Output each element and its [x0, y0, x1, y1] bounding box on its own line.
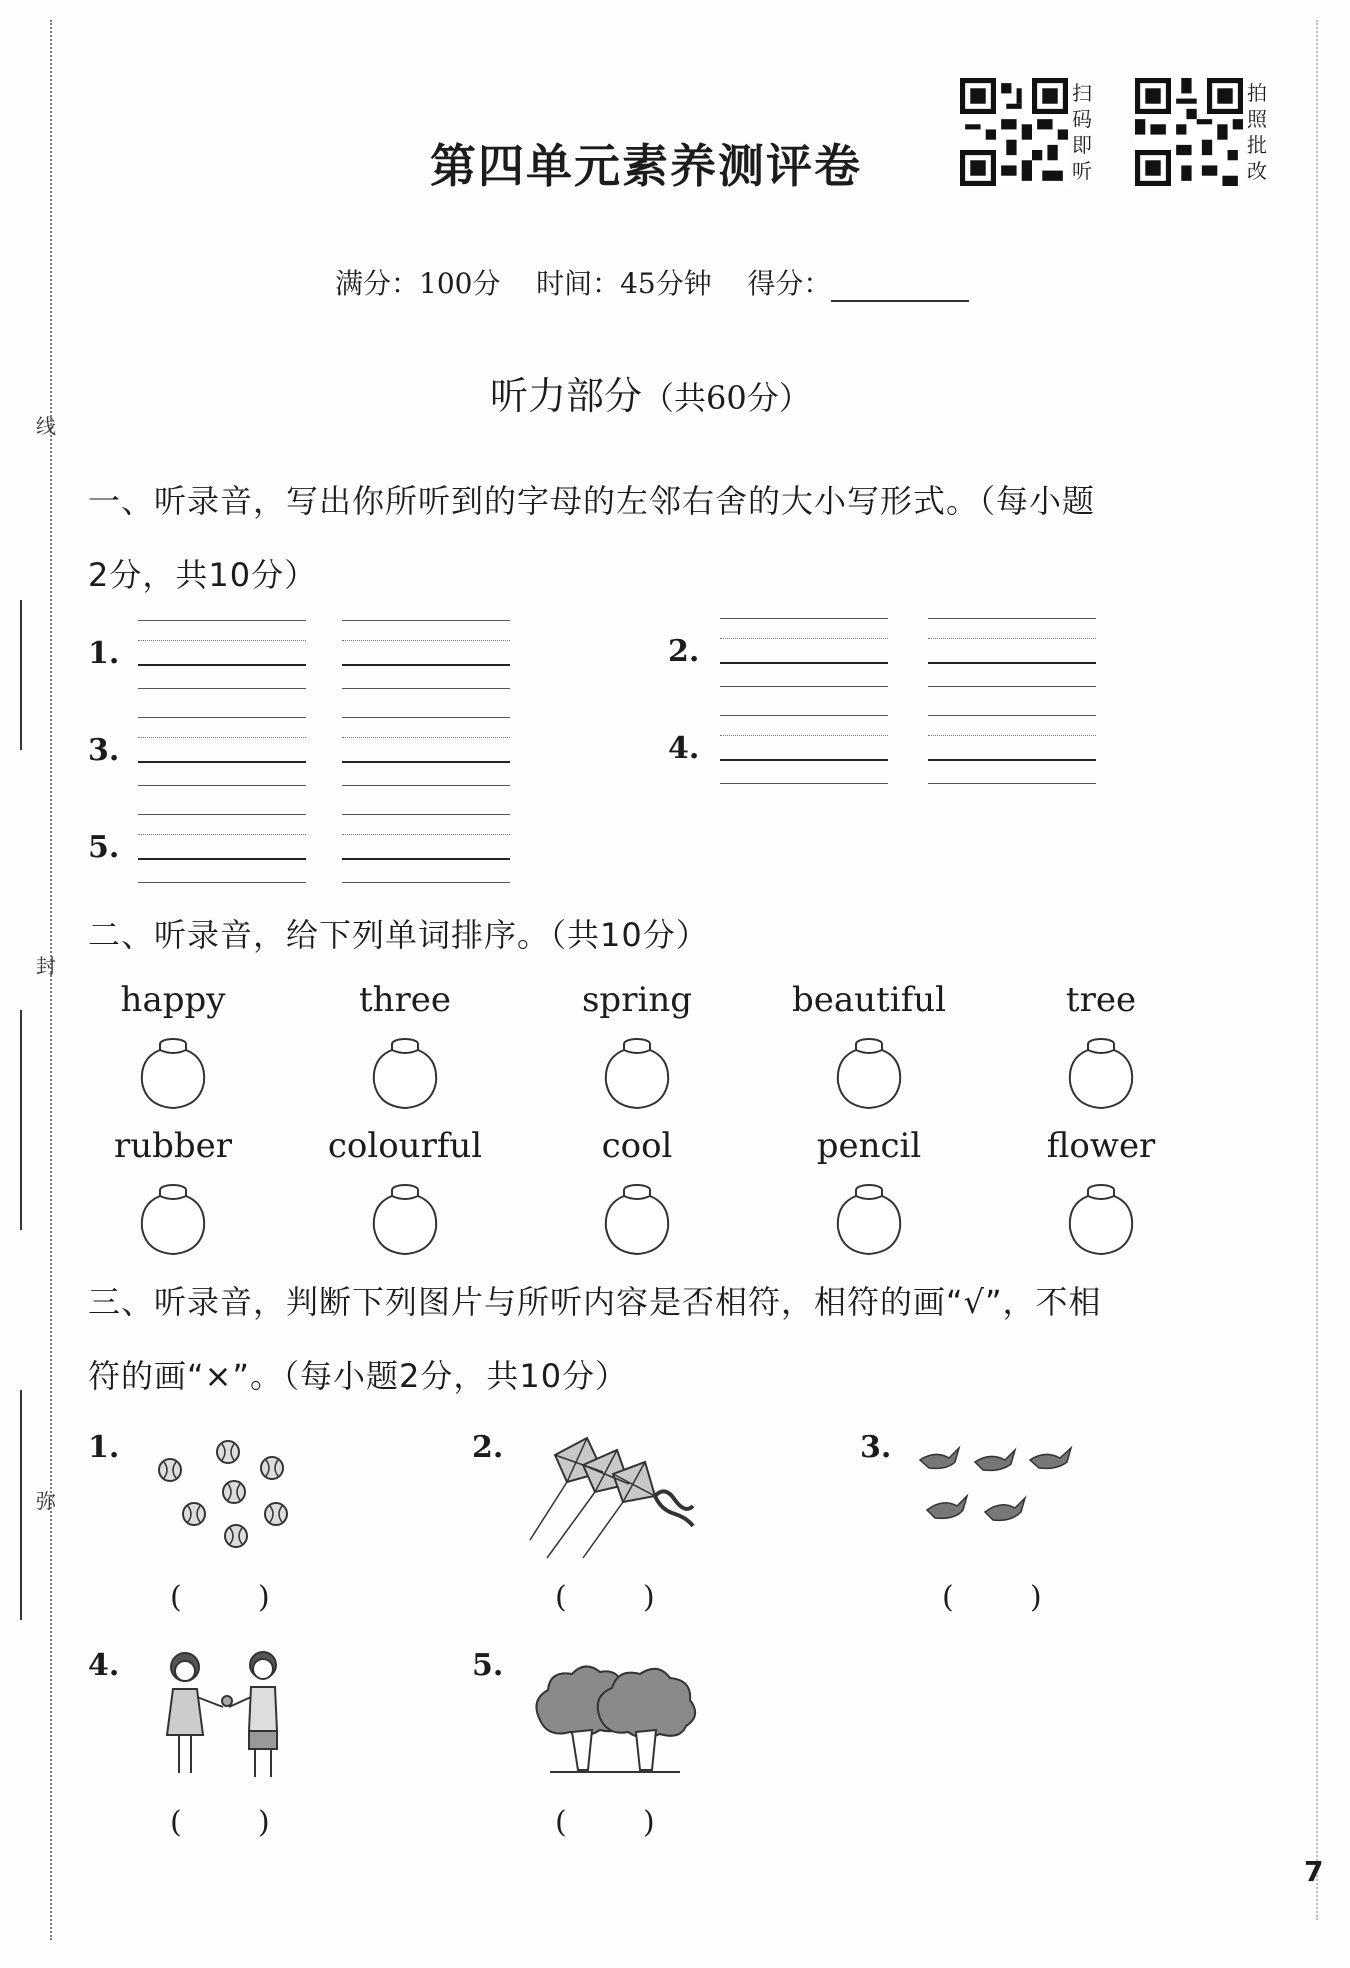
jar-icon [368, 1036, 442, 1110]
guide-line [720, 638, 888, 639]
guide-line [928, 638, 1096, 639]
answer-jar[interactable] [368, 1182, 442, 1256]
four-line-writing-box[interactable] [928, 618, 1096, 710]
trees-picture [530, 1660, 700, 1780]
guide-line [138, 664, 306, 666]
jar-icon [136, 1036, 210, 1110]
guide-line [928, 662, 1096, 664]
answer-jar[interactable] [832, 1036, 906, 1110]
binding-bar [20, 1010, 22, 1230]
guide-line [342, 640, 510, 641]
guide-line [342, 761, 510, 763]
guide-line [342, 785, 510, 786]
guide-line [928, 783, 1096, 784]
section3-instruction-cont: 符的画“×”。（每小题2分，共10分） [88, 1357, 629, 1395]
s3-item-3-number: 3. [860, 1430, 892, 1465]
section1-instruction: 一、听录音，写出你所听到的字母的左邻右舍的大小写形式。（每小题 [88, 482, 1096, 520]
guide-line [342, 688, 510, 689]
answer-paren-5[interactable]: ( ) [555, 1805, 655, 1840]
s3-item-5-number: 5. [472, 1648, 504, 1683]
qr-grade-label: 拍照批改 [1247, 81, 1267, 183]
page-title: 第四单元素养测评卷 [430, 139, 862, 193]
s3-item-1-number: 1. [88, 1430, 120, 1465]
four-line-writing-box[interactable] [138, 717, 306, 809]
s1-item-5-number: 5. [88, 830, 120, 865]
word-label: flower [1046, 1126, 1156, 1166]
answer-jar[interactable] [1064, 1036, 1138, 1110]
binding-bar [20, 600, 22, 750]
s3-item-2-number: 2. [472, 1430, 504, 1465]
guide-line [928, 715, 1096, 716]
jar-icon [1064, 1036, 1138, 1110]
word-label: pencil [816, 1126, 922, 1166]
guide-line [342, 717, 510, 718]
word-label: rubber [113, 1126, 233, 1166]
word-label: tree [1065, 980, 1137, 1020]
binding-bar [20, 1390, 22, 1620]
jar-icon [832, 1182, 906, 1256]
answer-paren-4[interactable]: ( ) [170, 1805, 270, 1840]
s1-item-2-number: 2. [668, 634, 700, 669]
listening-heading-sub: （共60分） [642, 379, 811, 417]
kites-picture [525, 1430, 695, 1560]
score-info [335, 262, 969, 302]
word-label: colourful [327, 1126, 483, 1166]
answer-paren-3[interactable]: ( ) [942, 1580, 1042, 1615]
full-score: 满分：100分 [335, 267, 501, 300]
score-blank[interactable] [831, 272, 969, 302]
guide-line [342, 814, 510, 815]
section2-instruction: 二、听录音，给下列单词排序。（共10分） [88, 916, 709, 954]
time-limit: 时间：45分钟 [536, 267, 712, 300]
s1-item-1-number: 1. [88, 636, 120, 671]
four-line-writing-box[interactable] [720, 618, 888, 710]
answer-jar[interactable] [368, 1036, 442, 1110]
guide-line [720, 686, 888, 687]
word-label: three [358, 980, 452, 1020]
guide-line [138, 761, 306, 763]
side-label-feng: 封 [36, 954, 56, 978]
guide-line [138, 737, 306, 738]
guide-line [720, 759, 888, 761]
guide-line [720, 662, 888, 664]
qr-code-listen-icon[interactable] [960, 78, 1068, 186]
guide-line [342, 664, 510, 666]
answer-paren-2[interactable]: ( ) [555, 1580, 655, 1615]
four-line-writing-box[interactable] [342, 814, 510, 906]
guide-line [720, 735, 888, 736]
side-label-xian: 线 [36, 414, 56, 438]
s1-item-4-number: 4. [668, 731, 700, 766]
guide-line [342, 737, 510, 738]
page-number: 7 [1304, 1855, 1324, 1888]
qr-listen-label: 扫码即听 [1072, 81, 1092, 183]
qr-code-grade-icon[interactable] [1135, 78, 1243, 186]
listening-heading [490, 365, 811, 420]
guide-line [928, 759, 1096, 761]
s3-item-4-number: 4. [88, 1648, 120, 1683]
score-label: 得分： [747, 267, 832, 300]
guide-line [342, 858, 510, 860]
answer-jar[interactable] [136, 1182, 210, 1256]
binding-dotted-line [50, 20, 52, 1940]
balls-picture [150, 1440, 300, 1550]
guide-line [928, 686, 1096, 687]
four-line-writing-box[interactable] [342, 620, 510, 712]
word-label: cool [601, 1126, 673, 1166]
side-label-mi: 弥 [36, 1489, 56, 1513]
guide-line [342, 882, 510, 883]
answer-jar[interactable] [832, 1182, 906, 1256]
jar-icon [600, 1036, 674, 1110]
guide-line [138, 640, 306, 641]
four-line-writing-box[interactable] [342, 717, 510, 809]
s1-item-3-number: 3. [88, 733, 120, 768]
guide-line [928, 618, 1096, 619]
guide-line [138, 620, 306, 621]
birds-picture [915, 1440, 1085, 1540]
section1-instruction-cont: 2分，共10分） [88, 556, 318, 594]
answer-jar[interactable] [600, 1036, 674, 1110]
guide-line [342, 834, 510, 835]
guide-line [138, 882, 306, 883]
jar-icon [600, 1182, 674, 1256]
guide-line [138, 785, 306, 786]
four-line-writing-box[interactable] [138, 814, 306, 906]
section3-instruction: 三、听录音，判断下列图片与所听内容是否相符，相符的画“√”，不相 [88, 1283, 1102, 1321]
guide-line [342, 620, 510, 621]
guide-line [720, 715, 888, 716]
guide-line [720, 783, 888, 784]
guide-line [138, 834, 306, 835]
right-dotted-line [1316, 20, 1318, 1920]
jar-icon [1064, 1182, 1138, 1256]
guide-line [138, 688, 306, 689]
word-label: happy [120, 980, 226, 1020]
four-line-writing-box[interactable] [720, 715, 888, 807]
guide-line [138, 858, 306, 860]
word-label: beautiful [792, 980, 946, 1020]
four-line-writing-box[interactable] [928, 715, 1096, 807]
guide-line [928, 735, 1096, 736]
guide-line [138, 814, 306, 815]
four-line-writing-box[interactable] [138, 620, 306, 712]
guide-line [138, 717, 306, 718]
answer-jar[interactable] [1064, 1182, 1138, 1256]
jar-icon [136, 1182, 210, 1256]
answer-paren-1[interactable]: ( ) [170, 1580, 270, 1615]
jar-icon [832, 1036, 906, 1110]
guide-line [720, 618, 888, 619]
word-label: spring [581, 980, 692, 1020]
jar-icon [368, 1182, 442, 1256]
listening-heading-main: 听力部分 [490, 374, 643, 418]
girl-and-boy-picture [155, 1645, 295, 1785]
answer-jar[interactable] [600, 1182, 674, 1256]
answer-jar[interactable] [136, 1036, 210, 1110]
